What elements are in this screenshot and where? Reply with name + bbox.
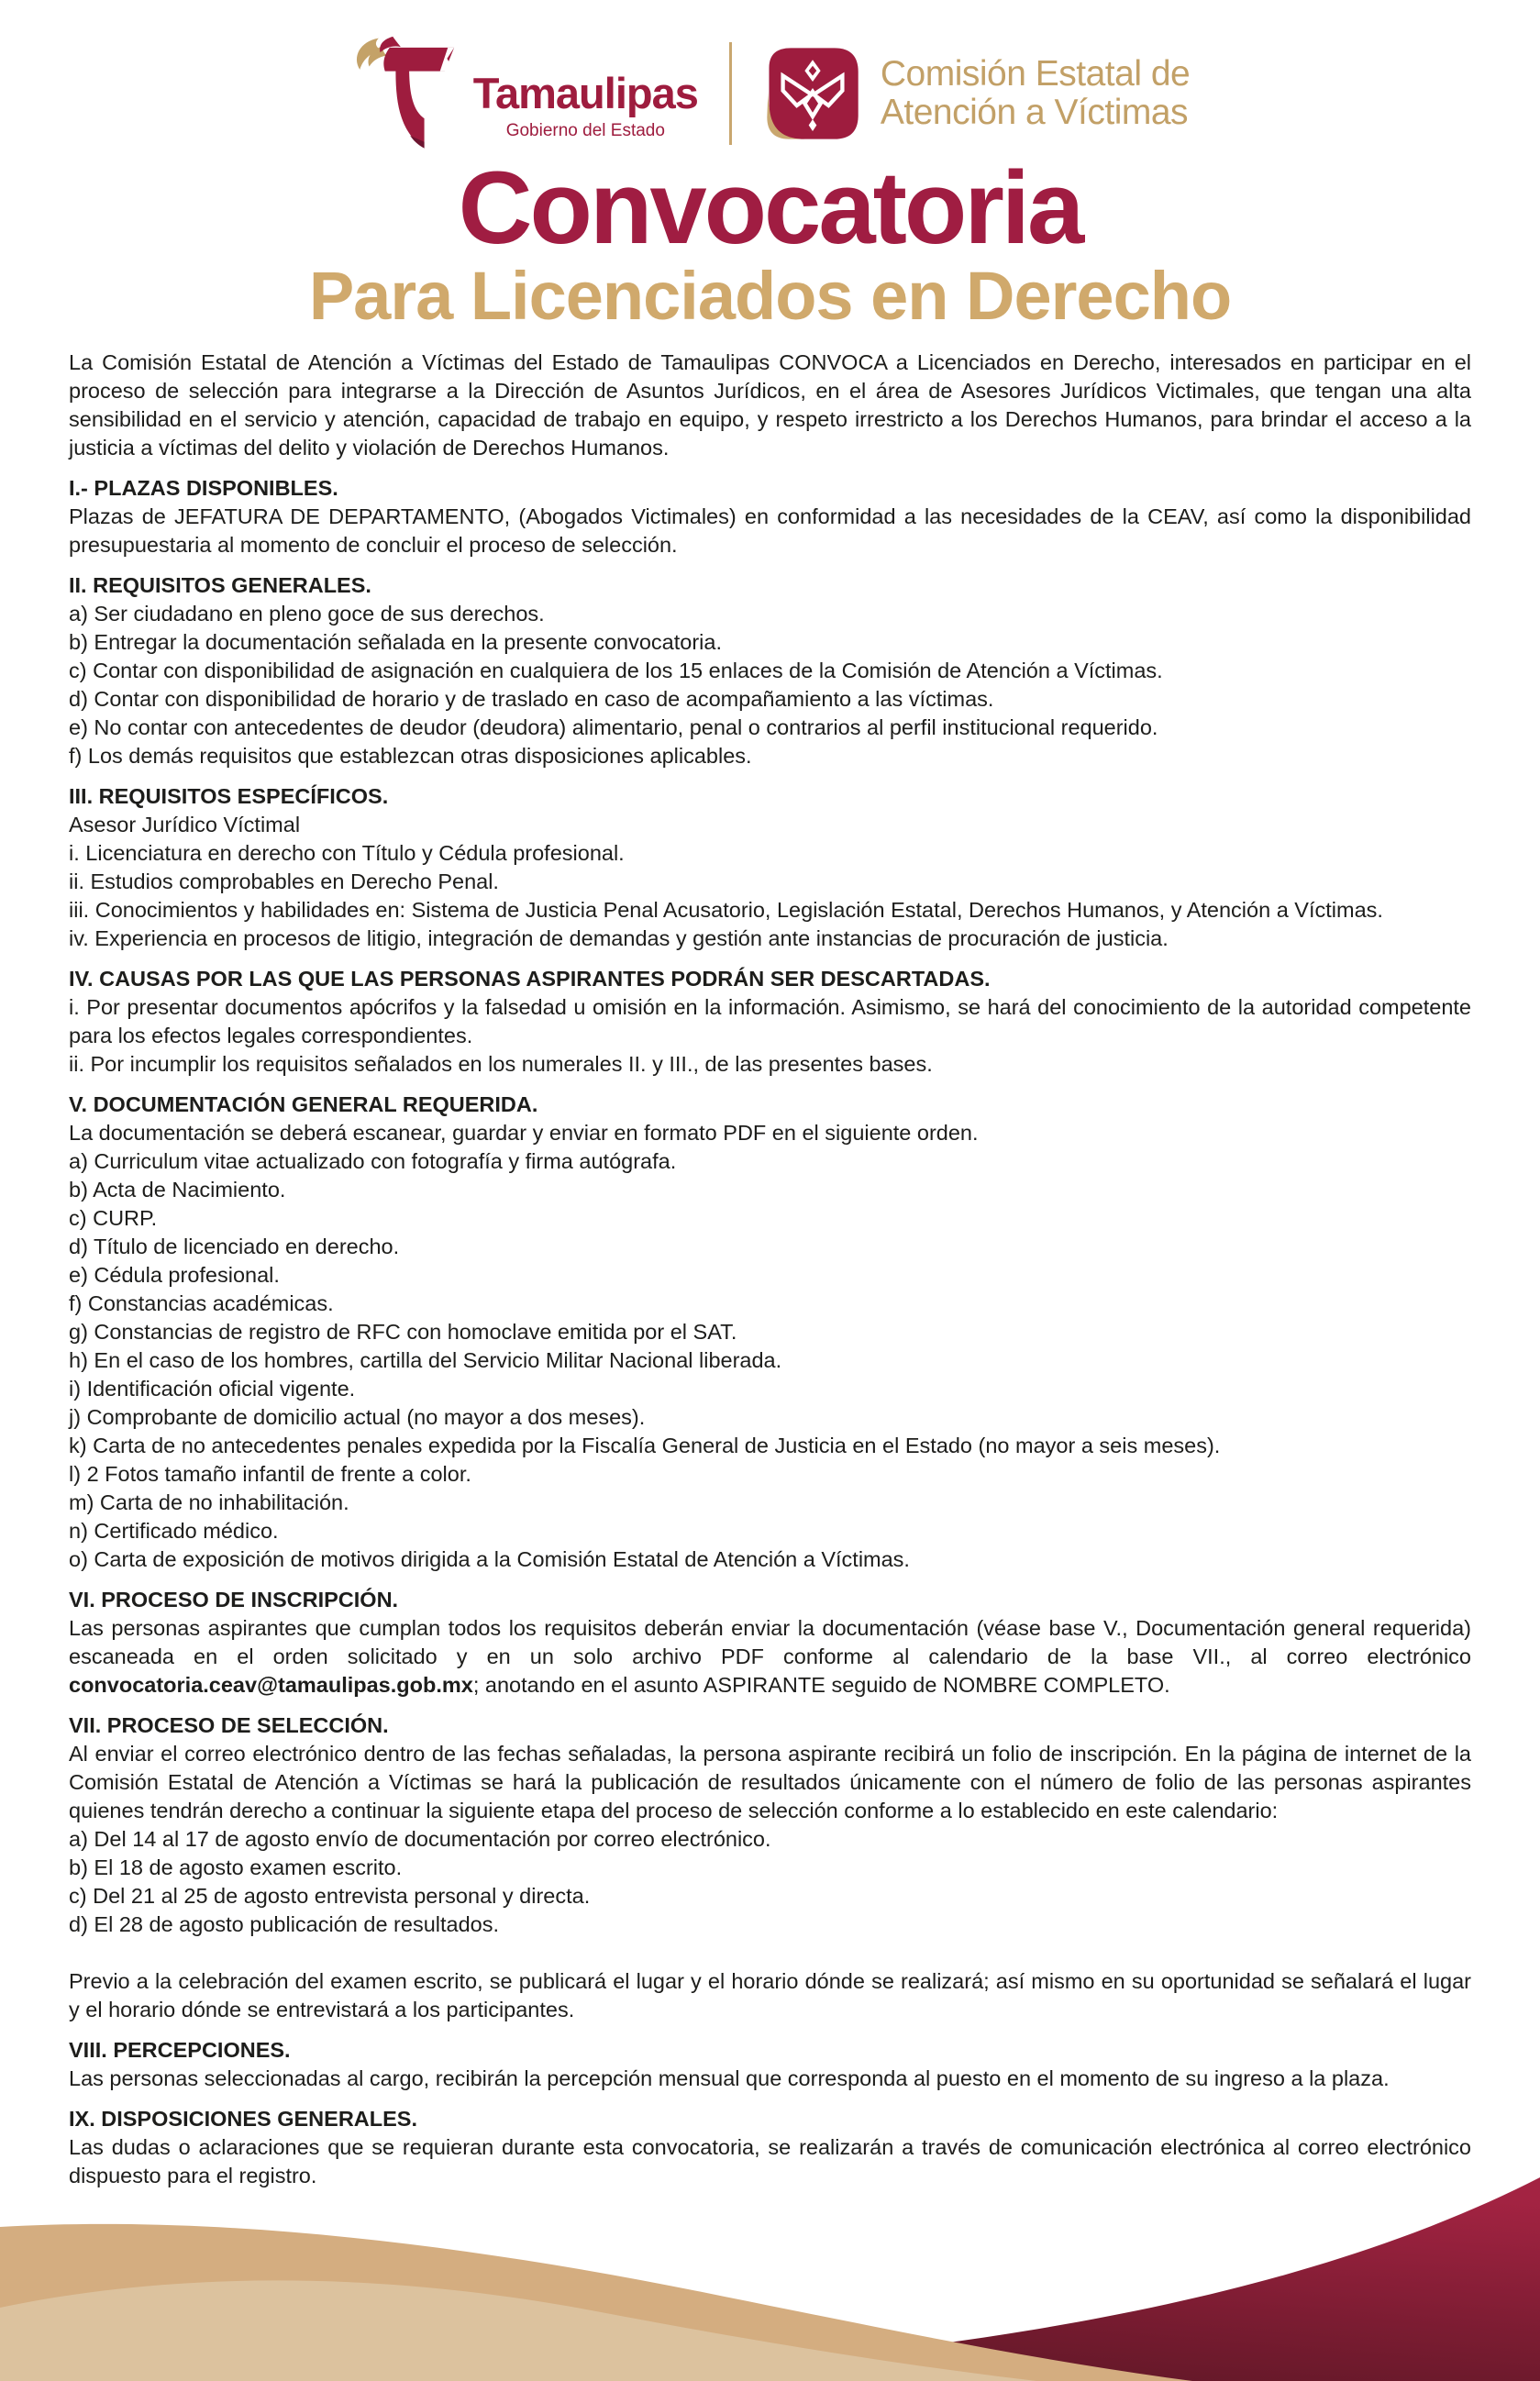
email-address: convocatoria.ceav@tamaulipas.gob.mx [69, 1673, 473, 1698]
ceav-logo [763, 44, 1190, 143]
section-inscripcion [69, 1586, 1471, 1700]
list-item: j) Comprobante de domicilio actual (no mayor a dos meses). [69, 1405, 646, 1430]
list-item: iv. Experiencia en procesos de litigio, integración de demandas y gestión ante instancias de procuración de justicia. [69, 926, 1169, 951]
list-item: i) Identificación oficial vigente. [69, 1377, 356, 1401]
paragraph: Plazas de JEFATURA DE DEPARTAMENTO, (Abogados Victimales) en conformidad a las necesidades de la CEAV, así como la disponibilidad presupuestaria al momento de concluir el proceso de selección. [69, 504, 1471, 558]
footer-wave-decoration [0, 2161, 1540, 2381]
section-previo-examen [69, 1967, 1471, 2024]
document-body [0, 330, 1540, 2190]
list-item: c) Contar con disponibilidad de asignación en cualquiera de los 15 enlaces de la Comisión de Atención a Víctimas. [69, 659, 1163, 683]
list-item: d) Contar con disponibilidad de horario y de traslado en caso de acompañamiento a las víctimas. [69, 687, 994, 712]
list-item: iii. Conocimientos y habilidades en: Sistema de Justicia Penal Acusatorio, Legislación Estatal, Derechos Humanos, y Atención a Víctimas. [69, 898, 1383, 923]
list-item: e) No contar con antecedentes de deudor (deudora) alimentario, penal o contrarios al perfil institucional requerido. [69, 715, 1158, 740]
ceav-emblem-icon [763, 44, 862, 143]
section-heading: V. DOCUMENTACIÓN GENERAL REQUERIDA. [69, 1092, 538, 1117]
list-item: a) Curriculum vitae actualizado con fotografía y firma autógrafa. [69, 1149, 677, 1174]
page-subtitle: Para Licenciados en Derecho [308, 258, 1232, 335]
list-item: ii. Estudios comprobables en Derecho Penal. [69, 869, 499, 894]
list-item: c) Del 21 al 25 de agosto entrevista personal y directa. [69, 1884, 591, 1909]
list-item: l) 2 Fotos tamaño infantil de frente a color. [69, 1462, 471, 1487]
list-item: e) Cédula profesional. [69, 1263, 280, 1288]
section-heading: VI. PROCESO DE INSCRIPCIÓN. [69, 1588, 399, 1612]
header-divider [729, 42, 732, 145]
list-item: o) Carta de exposición de motivos dirigida a la Comisión Estatal de Atención a Víctimas. [69, 1547, 910, 1572]
list-item: d) Título de licenciado en derecho. [69, 1235, 400, 1259]
list-item: a) Ser ciudadano en pleno goce de sus derechos. [69, 602, 545, 626]
tamaulipas-logo-name: Tamaulipas [472, 69, 698, 117]
list-item: k) Carta de no antecedentes penales expedida por la Fiscalía General de Justicia en el Estado (no mayor a seis meses). [69, 1434, 1221, 1458]
section-causas-descarte [69, 965, 1471, 1079]
section-heading: IV. CAUSAS POR LAS QUE LAS PERSONAS ASPIRANTES PODRÁN SER DESCARTADAS. [69, 967, 991, 991]
header-logos [0, 33, 1540, 154]
list-item: ii. Por incumplir los requisitos señalados en los numerales II. y III., de las presentes bases. [69, 1052, 933, 1077]
section-heading: II. REQUISITOS GENERALES. [69, 573, 371, 598]
tamaulipas-logo-icon [350, 32, 460, 156]
section-percepciones [69, 2036, 1471, 2093]
ceav-logo-text [881, 55, 1190, 132]
paragraph: Las personas seleccionadas al cargo, recibirán la percepción mensual que corresponda al puesto en el momento de su ingreso a la plaza. [69, 2066, 1390, 2091]
section-heading: I.- PLAZAS DISPONIBLES. [69, 476, 338, 501]
list-item: i. Por presentar documentos apócrifos y la falsedad u omisión en la información. Asimismo, se hará del conocimiento de la autoridad competente para los efectos legales correspondientes. [69, 995, 1471, 1048]
list-item: h) En el caso de los hombres, cartilla del Servicio Militar Nacional liberada. [69, 1348, 782, 1373]
section-documentacion [69, 1091, 1471, 1574]
section-plazas [69, 474, 1471, 559]
section-disposiciones [69, 2105, 1471, 2190]
tamaulipas-logo [350, 32, 698, 156]
list-item: i. Licenciatura en derecho con Título y Cédula profesional. [69, 841, 625, 866]
ceav-logo-line1: Comisión Estatal de [880, 53, 1191, 94]
list-item: d) El 28 de agosto publicación de resultados. [69, 1912, 500, 1937]
section-requisitos-generales [69, 571, 1471, 770]
list-item: b) Entregar la documentación señalada en la presente convocatoria. [69, 630, 722, 655]
intro-paragraph: La Comisión Estatal de Atención a Víctimas del Estado de Tamaulipas CONVOCA a Licenciados en Derecho, interesados en participar en el proceso de selección para integrarse a la Dirección de Asuntos Jurídicos, en el área de Asesores Jurídicos Victimales, que tengan una alta sensibilidad en el servicio y atención, capacidad de trabajo en equipo, y respeto irrestricto a los Derechos Humanos, para brindar el acceso a la justicia a víctimas del delito y violación de Derechos Humanos. [69, 350, 1471, 460]
list-item: n) Certificado médico. [69, 1519, 279, 1544]
list-item: b) Acta de Nacimiento. [69, 1178, 286, 1202]
page-title: Convocatoria [458, 150, 1082, 265]
paragraph: Previo a la celebración del examen escrito, se publicará el lugar y el horario dónde se realizará; así mismo en su oportunidad se señalará el lugar y el horario dónde se entrevistará a los participantes. [69, 1969, 1471, 2022]
list-item: f) Los demás requisitos que establezcan otras disposiciones aplicables. [69, 744, 752, 769]
list-item: f) Constancias académicas. [69, 1291, 334, 1316]
list-item: m) Carta de no inhabilitación. [69, 1490, 349, 1515]
paragraph: Al enviar el correo electrónico dentro de las fechas señaladas, la persona aspirante recibirá un folio de inscripción. En la página de internet de la Comisión Estatal de Atención a Víctimas se hará la publicación de resultados únicamente con el número de folio de las personas aspirantes quienes tendrán derecho a continuar la siguiente etapa del proceso de selección conforme a lo establecido en este calendario: [69, 1742, 1471, 1823]
section-requisitos-especificos [69, 782, 1471, 953]
list-item: a) Del 14 al 17 de agosto envío de documentación por correo electrónico. [69, 1827, 771, 1852]
section-heading: III. REQUISITOS ESPECÍFICOS. [69, 784, 389, 809]
paragraph: Las dudas o aclaraciones que se requieran durante esta convocatoria, se realizarán a través de comunicación electrónica al correo electrónico dispuesto para el registro. [69, 2135, 1471, 2188]
paragraph [69, 1614, 1471, 1700]
ceav-logo-line2: Atención a Víctimas [880, 93, 1189, 132]
section-heading: VII. PROCESO DE SELECCIÓN. [69, 1713, 389, 1738]
tamaulipas-logo-subtitle: Gobierno del Estado [505, 121, 665, 140]
paragraph: La documentación se deberá escanear, guardar y enviar en formato PDF en el siguiente orden. [69, 1121, 979, 1146]
section-heading: VIII. PERCEPCIONES. [69, 2038, 291, 2063]
inscription-text-post: ; anotando en el asunto ASPIRANTE seguido de NOMBRE COMPLETO. [472, 1673, 1170, 1698]
list-item: b) El 18 de agosto examen escrito. [69, 1855, 403, 1880]
section-seleccion [69, 1711, 1471, 1939]
list-item: Asesor Jurídico Víctimal [69, 813, 301, 837]
inscription-text-pre: Las personas aspirantes que cumplan todos los requisitos deberán enviar la documentación (véase base V., Documentación general requerida) escaneada en el orden solicitado y en un solo archivo PDF conforme al calendario de la base VII., al correo electrónico [69, 1616, 1471, 1669]
section-heading: IX. DISPOSICIONES GENERALES. [69, 2107, 417, 2132]
list-item: c) CURP. [69, 1206, 158, 1231]
list-item: g) Constancias de registro de RFC con homoclave emitida por el SAT. [69, 1320, 737, 1345]
